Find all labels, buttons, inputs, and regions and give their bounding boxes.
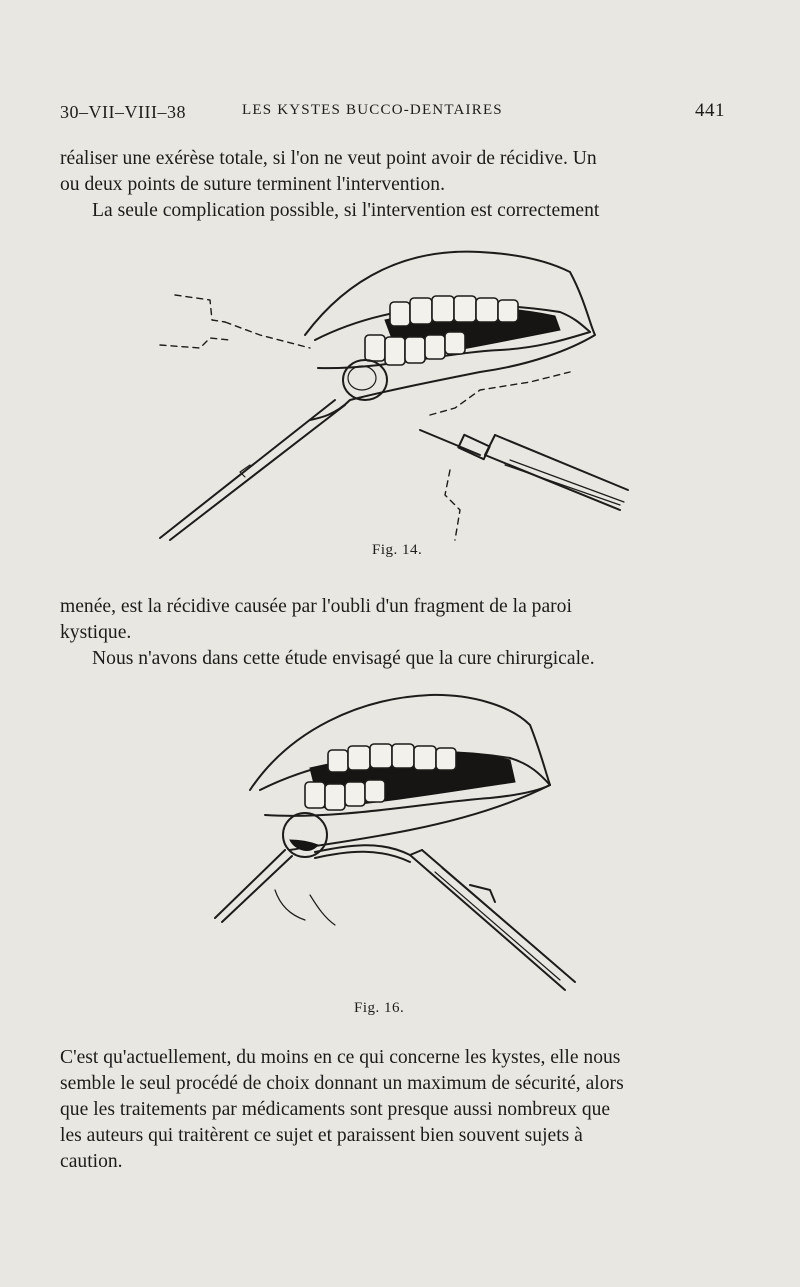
running-header xyxy=(60,100,725,128)
text-line: les auteurs qui traitèrent ce sujet et paraissent bien souvent sujets à xyxy=(60,1125,583,1146)
page-number: 441 xyxy=(695,100,725,121)
figure-14-illustration xyxy=(150,240,630,545)
text-line: ou deux points de suture terminent l'intervention. xyxy=(60,174,445,195)
text-line: C'est qu'actuellement, du moins en ce qui concerne les kystes, elle nous xyxy=(60,1047,621,1068)
fig14-caption: Fig. 14. xyxy=(372,542,423,558)
header-title: LES KYSTES BUCCO-DENTAIRES xyxy=(242,102,503,118)
text-line: Nous n'avons dans cette étude envisagé que la cure chirurgicale. xyxy=(92,648,595,669)
header-date: 30–VII–VIII–38 xyxy=(60,102,186,122)
figure-16-illustration xyxy=(210,690,580,1000)
text-line: kystique. xyxy=(60,622,132,643)
mouth-surgery-drawing xyxy=(150,240,630,545)
mouth-surgery-drawing-2 xyxy=(210,690,580,1000)
text-line: réaliser une exérèse totale, si l'on ne veut point avoir de récidive. Un xyxy=(60,148,597,169)
text-line: menée, est la récidive causée par l'oubli d'un fragment de la paroi xyxy=(60,596,572,617)
text-line: semble le seul procédé de choix donnant un maximum de sécurité, alors xyxy=(60,1073,624,1094)
text-line: La seule complication possible, si l'intervention est correctement xyxy=(92,200,600,221)
fig16-caption: Fig. 16. xyxy=(354,1000,405,1016)
text-line: caution. xyxy=(60,1151,123,1172)
paragraph-conclusion xyxy=(60,1045,725,1175)
paragraph-middle xyxy=(60,594,725,672)
text-line: que les traitements par médicaments sont presque aussi nombreux que xyxy=(60,1099,611,1120)
paragraph-intro xyxy=(60,146,725,224)
